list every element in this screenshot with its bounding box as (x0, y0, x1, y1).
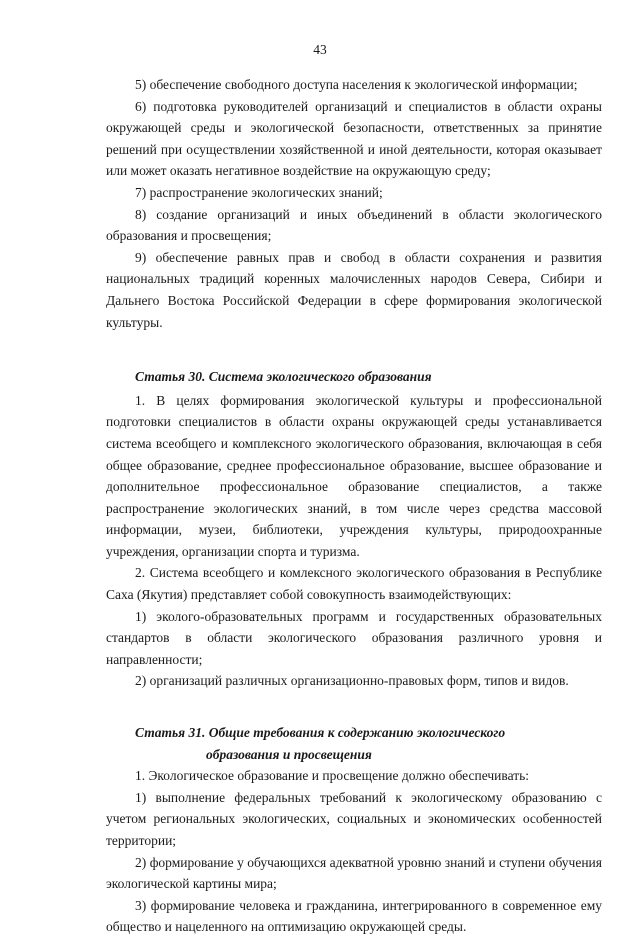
paragraph: 1. Экологическое образование и просвещение должно обеспечивать: (135, 768, 530, 784)
list-item: 1) эколого-образовательных программ и государственных образовательных стандартов в области экологического образования различного уровня и направленности; (106, 608, 602, 667)
article-31-heading-line2: образования и просвещения (206, 746, 372, 762)
list-item: 2) формирование у обучающихся адекватной уровню знаний и ступени обучения экологической картины мира; (106, 854, 602, 892)
page-number: 43 (313, 42, 327, 57)
list-item: 9) обеспечение равных прав и свобод в области сохранения и развития национальных традиций коренных малочисленных народов Севера, Сибири и Дальнего Востока Российской Федерации в сфере формирования экологической культуры. (106, 249, 602, 330)
list-item: 2) организаций различных организационно-правовых форм, типов и видов. (135, 673, 569, 689)
paragraph: 1. В целях формирования экологической культуры и профессиональной подготовки специалистов в области охраны окружающей среды устанавливается система всеобщего и комплексного экологического образования, включающая в себя общее образование, среднее профессиональное образование, высшее образование и дополнительное профессиональное образование специалистов, а также распространение экологических знаний, в том числе через средства массовой информации, музеи, библиотеки, учреждения культуры, природоохранные учреждения, организации спорта и туризма. (106, 392, 602, 559)
list-item: 6) подготовка руководителей организаций и специалистов в области охраны окружающей среды и экологической безопасности, ответственных за принятие решений при осуществлении хозяйственной и иной деятельности, которая оказывает или может оказать негативное воздействие на окружающую среду; (106, 98, 602, 179)
article-30-heading: Статья 30. Система экологического образования (135, 369, 432, 385)
spacer (106, 692, 602, 722)
article-31-heading-line1: Статья 31. Общие требования к содержанию экологического (135, 725, 506, 741)
list-item: 5) обеспечение свободного доступа населения к экологической информации; (135, 77, 578, 92)
paragraph: 2. Система всеобщего и комлексного экологического образования в Республике Саха (Якутия) представляет собой совокупность взаимодействующих: (106, 565, 602, 603)
article-31-heading (106, 722, 602, 765)
list-item: 1) выполнение федеральных требований к экологическому образованию с учетом региональных экологических, социальных и экономических особенностей территории; (106, 789, 602, 848)
list-item: 3) формирование человека и гражданина, интегрированного в современное ему общество и нацеленного на оптимизацию окружающей среды. (106, 897, 602, 935)
document-body (106, 74, 602, 938)
spacer (106, 333, 602, 366)
list-item: 7) распространение экологических знаний; (135, 184, 383, 200)
list-item: 8) создание организаций и иных объединений в области экологического образования и просвещения; (106, 206, 602, 244)
